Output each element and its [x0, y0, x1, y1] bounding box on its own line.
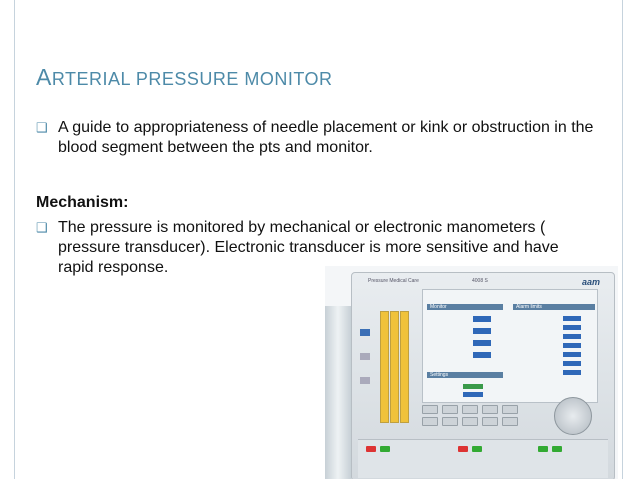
key	[442, 417, 458, 426]
alarm-value	[563, 361, 581, 366]
alarm-value	[563, 370, 581, 375]
slide-title: ARTERIAL PRESSURE MONITOR	[36, 64, 333, 90]
led-indicator	[458, 446, 468, 452]
alarm-value	[563, 343, 581, 348]
mechanism-heading: Mechanism:	[36, 194, 129, 211]
settings-value	[463, 392, 483, 397]
alarm-panel-header: Alarm limits	[513, 304, 595, 310]
alarm-value	[563, 334, 581, 339]
lower-control-panel	[358, 439, 608, 478]
key	[482, 405, 498, 414]
led-indicator	[538, 446, 548, 452]
key	[462, 405, 478, 414]
left-border-rule	[14, 0, 15, 479]
key	[482, 417, 498, 426]
alarm-value	[563, 352, 581, 357]
bullet-text: A guide to appropriateness of needle placement or kink or obstruction in the blood segment between the pts and monitor.	[58, 119, 594, 156]
right-border-rule	[622, 0, 623, 479]
control-dial	[554, 397, 592, 435]
key	[422, 405, 438, 414]
led-indicator	[380, 446, 390, 452]
bar-gauges	[358, 293, 406, 423]
gauge-bar	[400, 311, 409, 423]
monitor-value	[473, 316, 491, 322]
monitor-value	[473, 328, 491, 334]
device-model: 4008 S	[472, 278, 488, 284]
monitor-screen	[422, 289, 598, 403]
alarm-value	[563, 316, 581, 321]
square-bullet-icon: ❑	[36, 120, 48, 135]
square-bullet-icon: ❑	[36, 220, 48, 235]
device-logo: aam	[581, 277, 600, 287]
key	[462, 417, 478, 426]
device-brand: Pressure Medical Care	[368, 278, 419, 284]
bullet-text: The pressure is monitored by mechanical or electronic manometers ( pressure transducer). Electronic transducer is more sensitive and have rapid response.	[58, 219, 559, 276]
gauge-bar	[390, 311, 399, 423]
tubing-graphic	[325, 306, 351, 479]
key	[502, 405, 518, 414]
side-button	[360, 353, 370, 360]
bullet-item-needle-guide	[36, 118, 596, 158]
led-indicator	[552, 446, 562, 452]
led-indicator	[472, 446, 482, 452]
key	[442, 405, 458, 414]
settings-panel-header: Settings	[427, 372, 503, 378]
monitor-value	[473, 340, 491, 346]
settings-value	[463, 384, 483, 389]
monitor-value	[473, 352, 491, 358]
gauge-bar	[380, 311, 389, 423]
pressure-monitor-photo	[325, 266, 618, 479]
led-indicator	[366, 446, 376, 452]
side-button	[360, 377, 370, 384]
monitor-device	[351, 272, 615, 479]
key	[502, 417, 518, 426]
alarm-value	[563, 325, 581, 330]
side-button	[360, 329, 370, 336]
key	[422, 417, 438, 426]
monitor-panel-header: Monitor	[427, 304, 503, 310]
